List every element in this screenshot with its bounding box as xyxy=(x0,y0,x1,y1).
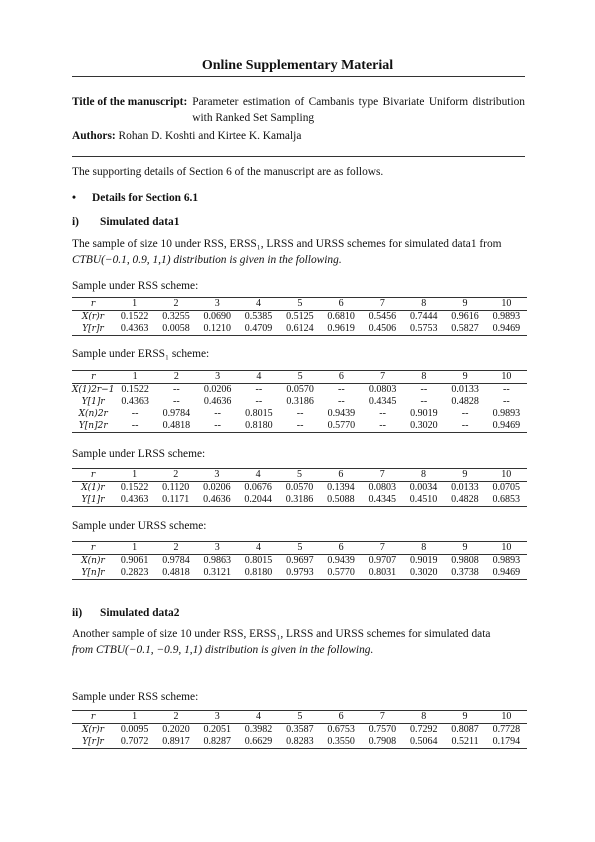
table-cell: -- xyxy=(214,408,221,419)
table-cell: -- xyxy=(461,408,469,419)
table-cell: 0.0676 xyxy=(244,482,272,493)
table-cell: 5 xyxy=(279,469,320,482)
table-cell: 0.9019 xyxy=(409,555,438,566)
table-cell: 0.6853 xyxy=(486,494,527,507)
subsection-number: ii) xyxy=(72,607,83,619)
table-cell: 0.0705 xyxy=(492,482,521,493)
table-cell: -- xyxy=(379,408,386,419)
table-cell: 0.4709 xyxy=(238,323,279,336)
divider xyxy=(72,76,525,77)
table-cell: 9 xyxy=(444,371,485,384)
table-cell: 1 xyxy=(114,371,155,384)
table-cell: 2 xyxy=(155,469,196,482)
table-row xyxy=(72,396,527,408)
table-cell: 0.4636 xyxy=(203,396,232,407)
table-cell: 0.1120 xyxy=(162,482,190,493)
manuscript-label: Title of the manuscript: xyxy=(72,96,188,108)
row-label: X(1)r xyxy=(81,483,105,493)
table-cell: 5 xyxy=(279,371,320,384)
table-header-row xyxy=(72,711,527,724)
table-cell: -- xyxy=(255,396,263,407)
table-cell: 5 xyxy=(279,298,320,311)
table-caption: Sample under LRSS scheme: xyxy=(72,448,206,460)
table-cell: 2 xyxy=(156,371,197,384)
table-header-row xyxy=(72,469,527,482)
table-cell: 5 xyxy=(279,542,320,555)
table-cell: 0.0095 xyxy=(120,724,149,735)
table-cell: 9 xyxy=(444,298,485,311)
table-cell: 0.5770 xyxy=(320,567,361,580)
table-caption: Sample under URSS scheme: xyxy=(72,520,207,532)
table-cell: 0.4828 xyxy=(451,396,479,407)
table-cell: -- xyxy=(444,420,485,433)
table-cell: 4 xyxy=(238,469,279,482)
table-cell: 0.5064 xyxy=(403,736,444,749)
row-label: r xyxy=(72,371,114,384)
row-label: X(r)r xyxy=(81,312,105,322)
table-cell: -- xyxy=(114,420,155,433)
table-cell: 0.9697 xyxy=(286,555,314,566)
table-cell: 0.1794 xyxy=(486,736,527,749)
page-title: Online Supplementary Material xyxy=(201,58,394,73)
table-cell: 0.3255 xyxy=(162,311,190,322)
table-cell: 0.9893 xyxy=(492,408,521,419)
row-label: X(1)2r−1 xyxy=(72,385,115,395)
bullet: • xyxy=(72,192,76,204)
table-cell: 0.3982 xyxy=(244,724,273,735)
table-cell: 3 xyxy=(196,469,237,482)
table-cell: 8 xyxy=(403,469,444,482)
table-cell: 0.5753 xyxy=(403,323,444,336)
table-header-row xyxy=(72,298,527,311)
table-cell: 0.1522 xyxy=(120,311,149,322)
table-row xyxy=(72,567,527,580)
table-cell: 0.8287 xyxy=(197,736,238,749)
table-cell: 0.2044 xyxy=(238,494,279,507)
table-cell: 0.7072 xyxy=(114,736,155,749)
table-cell: 0.9469 xyxy=(486,420,527,433)
table-cell: -- xyxy=(503,384,510,395)
table-cell: 0.5211 xyxy=(444,736,485,749)
table-cell: -- xyxy=(420,396,428,407)
table-cell: 6 xyxy=(320,298,361,311)
table-cell: -- xyxy=(362,420,403,433)
table-cell: 0.4506 xyxy=(362,323,403,336)
table-cell: 0.0206 xyxy=(203,482,231,493)
table-cell: -- xyxy=(503,396,510,407)
table-row xyxy=(72,384,527,397)
table-cell: 0.0133 xyxy=(451,482,479,493)
table-cell: 0.3738 xyxy=(444,567,485,580)
table-caption: Sample under RSS scheme: xyxy=(72,280,199,292)
table-cell: 0.8015 xyxy=(245,408,273,419)
table-cell: 0.5385 xyxy=(244,311,273,322)
manuscript-value: Parameter estimation of Cambanis type Bivariate Uniform distribution with Ranked Set Sampling xyxy=(192,96,525,124)
table-cell: 0.4818 xyxy=(155,567,196,580)
table-cell: 4 xyxy=(238,711,279,724)
subsection-number: i) xyxy=(72,216,79,228)
table-cell: 0.4345 xyxy=(368,396,397,407)
table-cell: 3 xyxy=(197,542,238,555)
table-cell: 9 xyxy=(444,711,485,724)
table-cell: 4 xyxy=(238,371,279,384)
table-cell: 0.4345 xyxy=(362,494,403,507)
authors-line xyxy=(72,128,301,144)
table-cell: 1 xyxy=(114,469,155,482)
table-cell: 0.0570 xyxy=(285,482,314,493)
table-cell: 0.2020 xyxy=(162,724,190,735)
table-row xyxy=(72,323,527,336)
table-cell: 9 xyxy=(444,542,485,555)
table-cell: 0.6753 xyxy=(327,724,355,735)
row-label: r xyxy=(72,469,114,482)
table-cell: -- xyxy=(296,408,304,419)
table-cell: 6 xyxy=(320,469,361,482)
table-cell: 8 xyxy=(403,371,444,384)
subsection-heading-1 xyxy=(72,214,179,230)
table-row xyxy=(72,311,527,324)
table-cell: 0.1522 xyxy=(120,482,149,493)
table-cell: 0.4363 xyxy=(114,323,155,336)
subsection-title: Simulated data2 xyxy=(100,607,180,619)
table-cell: 3 xyxy=(197,711,238,724)
table-cell: -- xyxy=(131,408,139,419)
table-cell: -- xyxy=(172,384,180,395)
table-caption: Sample under ERSS₁ scheme: xyxy=(72,348,210,360)
table-cell: 0.3550 xyxy=(320,736,361,749)
paragraph-line: Another sample of size 10 under RSS, ERSS₁, LRSS and URSS schemes for simulated data xyxy=(72,628,491,640)
table-cell: 1 xyxy=(114,298,155,311)
table-cell: 0.0058 xyxy=(155,323,196,336)
table-cell: 0.7570 xyxy=(368,724,397,735)
table-cell: 0.6629 xyxy=(238,736,279,749)
table-cell: 0.9793 xyxy=(279,567,320,580)
row-label: Y[r]r xyxy=(72,736,114,749)
table-cell: 0.5125 xyxy=(286,311,314,322)
table-cell: 0.2823 xyxy=(114,567,155,580)
table-cell: 10 xyxy=(486,469,527,482)
table-header-row xyxy=(72,371,527,384)
table-cell: 1 xyxy=(114,542,155,555)
table-cell: 0.9439 xyxy=(327,408,356,419)
divider xyxy=(72,156,525,157)
table-cell: 0.7908 xyxy=(362,736,403,749)
table-cell: 0.1210 xyxy=(197,323,238,336)
table-cell: 8 xyxy=(403,298,444,311)
table-cell: -- xyxy=(255,384,263,395)
table-cell: 10 xyxy=(486,711,527,724)
paragraph-1 xyxy=(72,236,525,268)
table-cell: 0.4636 xyxy=(196,494,237,507)
table-cell: 0.8087 xyxy=(451,724,479,735)
table-cell: 0.0133 xyxy=(451,384,479,395)
row-label: X(r)r xyxy=(81,725,105,735)
paragraph-line: CTBU(−0.1, 0.9, 1,1) distribution is given in the following. xyxy=(72,254,342,266)
table-cell: 0.9469 xyxy=(486,323,527,336)
table-cell: 0.3020 xyxy=(403,420,444,433)
table-cell: 0.9061 xyxy=(120,555,149,566)
table-cell: 0.0803 xyxy=(368,384,397,395)
table-row xyxy=(72,420,527,433)
table-caption: Sample under RSS scheme: xyxy=(72,691,199,703)
table-cell: 4 xyxy=(238,298,279,311)
table-cell: 6 xyxy=(320,542,361,555)
table-cell: 9 xyxy=(444,469,485,482)
table-cell: 0.7292 xyxy=(409,724,438,735)
rss-table-1 xyxy=(72,297,527,336)
table-cell: 0.2051 xyxy=(203,724,231,735)
table-cell: 0.9619 xyxy=(320,323,361,336)
manuscript-title-block xyxy=(72,94,525,126)
table-cell: 5 xyxy=(279,711,320,724)
authors-value: Rohan D. Koshti and Kirtee K. Kamalja xyxy=(118,130,302,142)
table-cell: -- xyxy=(197,420,238,433)
table-cell: 10 xyxy=(486,371,527,384)
table-cell: 7 xyxy=(362,371,403,384)
table-cell: 0.9439 xyxy=(327,555,355,566)
table-cell: 10 xyxy=(486,298,527,311)
row-label: X(n)2r xyxy=(78,409,108,419)
table-cell: 0.0570 xyxy=(286,384,314,395)
table-cell: 2 xyxy=(155,298,196,311)
table-cell: 3 xyxy=(197,371,238,384)
table-cell: -- xyxy=(337,396,345,407)
paragraph-2 xyxy=(72,626,525,658)
table-cell: 0.3121 xyxy=(197,567,238,580)
table-cell: 0.8015 xyxy=(244,555,273,566)
row-label: Y[n]r xyxy=(72,567,114,580)
table-cell: 8 xyxy=(403,711,444,724)
table-cell: 0.3020 xyxy=(403,567,444,580)
table-cell: 0.4363 xyxy=(121,396,149,407)
table-cell: 0.8031 xyxy=(362,567,403,580)
table-cell: 0.7444 xyxy=(409,311,438,322)
row-label: X(n)r xyxy=(81,556,105,566)
subsection-title: Simulated data1 xyxy=(100,216,180,228)
table-cell: -- xyxy=(279,420,320,433)
paragraph-line: The sample of size 10 under RSS, ERSS₁, LRSS and URSS schemes for simulated data1 from xyxy=(72,238,502,250)
table-cell: 0.5088 xyxy=(320,494,361,507)
table-row xyxy=(72,555,527,568)
row-label: Y[1]r xyxy=(72,494,114,507)
table-cell: 0.0690 xyxy=(203,311,231,322)
table-cell: 0.4818 xyxy=(156,420,197,433)
table-row xyxy=(72,494,527,507)
authors-label: Authors: xyxy=(72,130,116,142)
section-heading xyxy=(72,190,198,206)
table-cell: 7 xyxy=(362,469,403,482)
table-cell: 7 xyxy=(362,298,403,311)
table-cell: 0.6810 xyxy=(327,311,355,322)
row-label: r xyxy=(72,298,114,311)
table-cell: 0.4363 xyxy=(114,494,155,507)
table-cell: 8 xyxy=(403,542,444,555)
paragraph-line: from CTBU(−0.1, −0.9, 1,1) distribution is given in the following. xyxy=(72,644,374,656)
table-cell: 0.1522 xyxy=(121,384,149,395)
table-cell: 0.9863 xyxy=(203,555,231,566)
table-cell: -- xyxy=(172,396,180,407)
table-cell: 4 xyxy=(238,542,279,555)
table-cell: 2 xyxy=(155,711,196,724)
table-cell: 6 xyxy=(321,371,362,384)
table-cell: 0.9808 xyxy=(451,555,479,566)
table-cell: 0.0803 xyxy=(368,482,396,493)
table-cell: 1 xyxy=(114,711,155,724)
table-cell: 0.8180 xyxy=(238,420,279,433)
table-cell: 0.8917 xyxy=(155,736,196,749)
table-cell: 2 xyxy=(155,542,196,555)
table-cell: 0.9893 xyxy=(492,555,521,566)
section-title: Details for Section 6.1 xyxy=(92,192,199,204)
table-row xyxy=(72,724,527,737)
table-cell: 0.9469 xyxy=(486,567,527,580)
table-cell: 0.5827 xyxy=(444,323,485,336)
table-cell: -- xyxy=(420,384,428,395)
table-cell: 0.9616 xyxy=(451,311,479,322)
table-cell: 3 xyxy=(197,298,238,311)
table-cell: 0.5456 xyxy=(368,311,397,322)
row-label: Y[1]r xyxy=(81,397,105,407)
table-cell: 7 xyxy=(362,711,403,724)
table-cell: 0.8283 xyxy=(279,736,320,749)
table-cell: 6 xyxy=(320,711,361,724)
table-row xyxy=(72,736,527,749)
table-cell: 10 xyxy=(486,542,527,555)
table-cell: 0.9893 xyxy=(492,311,521,322)
table-cell: 0.4828 xyxy=(444,494,485,507)
table-cell: 0.9019 xyxy=(410,408,438,419)
table-cell: -- xyxy=(337,384,345,395)
erss-table-1 xyxy=(72,370,527,433)
row-label: Y[r]r xyxy=(72,323,114,336)
table-cell: 0.3186 xyxy=(286,396,314,407)
table-cell: 0.7728 xyxy=(492,724,521,735)
row-label: r xyxy=(72,711,114,724)
table-header-row xyxy=(72,542,527,555)
urss-table-1 xyxy=(72,541,527,580)
table-cell: 0.8180 xyxy=(238,567,279,580)
table-row xyxy=(72,408,527,420)
table-cell: 0.9784 xyxy=(162,555,190,566)
rss-table-2 xyxy=(72,710,527,749)
table-cell: 0.6124 xyxy=(279,323,320,336)
table-cell: 0.0206 xyxy=(203,384,232,395)
table-cell: 0.1171 xyxy=(155,494,196,507)
table-cell: 0.4510 xyxy=(403,494,444,507)
intro-text: The supporting details of Section 6 of the manuscript are as follows. xyxy=(72,166,384,178)
table-cell: 0.9707 xyxy=(368,555,397,566)
table-cell: 0.3186 xyxy=(279,494,320,507)
table-cell: 0.9784 xyxy=(162,408,191,419)
row-label: Y[n]2r xyxy=(72,420,114,433)
table-cell: 0.3587 xyxy=(286,724,314,735)
table-cell: 7 xyxy=(362,542,403,555)
subsection-heading-2 xyxy=(72,605,179,621)
row-label: r xyxy=(72,542,114,555)
table-cell: 0.1394 xyxy=(327,482,355,493)
table-row xyxy=(72,482,527,495)
table-cell: 0.5770 xyxy=(321,420,362,433)
table-cell: 0.0034 xyxy=(409,482,438,493)
lrss-table-1 xyxy=(72,468,527,507)
